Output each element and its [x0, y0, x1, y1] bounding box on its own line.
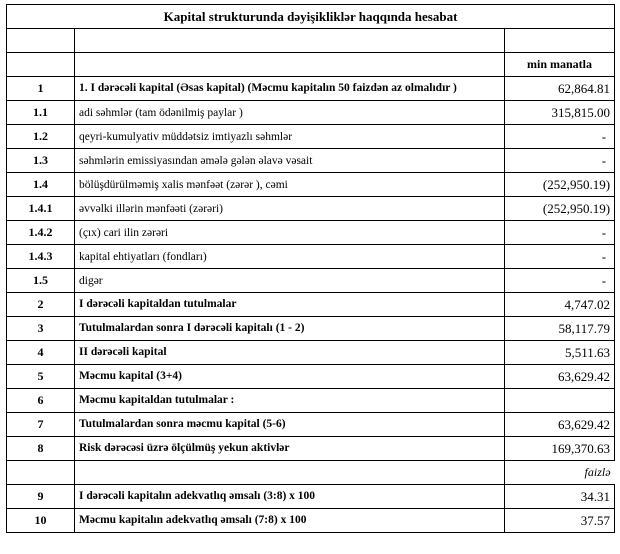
row-description: II dərəcəli kapital — [75, 341, 505, 365]
row-value: 63,629.42 — [505, 413, 615, 437]
row-description: 1. I dərəcəli kapital (Əsas kapital) (Məcmu kapitalın 50 faizdən az olmalıdır ) — [75, 77, 505, 101]
row-number: 1.4.1 — [7, 197, 75, 221]
row-value: - — [505, 221, 615, 245]
row-description: I dərəcəli kapitaldan tutulmalar — [75, 293, 505, 317]
row-number: 1.4 — [7, 173, 75, 197]
spacer-cell-val — [505, 29, 615, 53]
table-row — [7, 293, 615, 317]
row-description: səhmlərin emissiyasından əmələ gələn əlavə vəsait — [75, 149, 505, 173]
unit-label: min manatla — [505, 53, 615, 77]
row-number: 1.4.2 — [7, 221, 75, 245]
row-value: - — [505, 149, 615, 173]
table-row — [7, 341, 615, 365]
table-row — [7, 197, 615, 221]
row-value: (252,950.19) — [505, 173, 615, 197]
row-value: 5,511.63 — [505, 341, 615, 365]
row-number: 8 — [7, 437, 75, 461]
table-row — [7, 413, 615, 437]
row-description: Tutulmalardan sonra I dərəcəli kapitalı (1 - 2) — [75, 317, 505, 341]
row-number: 5 — [7, 365, 75, 389]
table-row — [7, 485, 615, 509]
row-description: adi səhmlər (tam ödənilmiş paylar ) — [75, 101, 505, 125]
table-row — [7, 173, 615, 197]
row-number: 4 — [7, 341, 75, 365]
row-description: I dərəcəli kapitalın adekvatlıq əmsalı (3:8) x 100 — [75, 485, 505, 509]
spacer-cell-num — [7, 29, 75, 53]
row-value: 169,370.63 — [505, 437, 615, 461]
row-description: Tutulmalardan sonra məcmu kapital (5-6) — [75, 413, 505, 437]
table-row — [7, 509, 615, 533]
row-value — [505, 389, 615, 413]
row-description: kapital ehtiyatları (fondları) — [75, 245, 505, 269]
table-row — [7, 437, 615, 461]
row-value: 62,864.81 — [505, 77, 615, 101]
row-number: 1 — [7, 77, 75, 101]
row-value: 58,117.79 — [505, 317, 615, 341]
row-description: Məcmu kapitaldan tutulmalar : — [75, 389, 505, 413]
table-row — [7, 317, 615, 341]
row-number: 1.1 — [7, 101, 75, 125]
table-row — [7, 389, 615, 413]
row-number: 10 — [7, 509, 75, 533]
row-number: 9 — [7, 485, 75, 509]
row-description: Məcmu kapital (3+4) — [75, 365, 505, 389]
row-number: 2 — [7, 293, 75, 317]
percent-unit-row — [7, 461, 615, 485]
spacer-cell-desc — [75, 29, 505, 53]
row-value: 37.57 — [505, 509, 615, 533]
report-title: Kapital strukturunda dəyişikliklər haqqında hesabat — [7, 5, 615, 29]
spacer-row — [7, 29, 615, 53]
row-description: Risk dərəcəsi üzrə ölçülmüş yekun aktivlər — [75, 437, 505, 461]
row-description: digər — [75, 269, 505, 293]
unit-blank-num — [7, 53, 75, 77]
row-number: 1.2 — [7, 125, 75, 149]
row-value: 63,629.42 — [505, 365, 615, 389]
row-number: 1.4.3 — [7, 245, 75, 269]
row-value: - — [505, 269, 615, 293]
unit-blank-desc — [75, 53, 505, 77]
row-description: Məcmu kapitalın adekvatlıq əmsalı (7:8) x 100 — [75, 509, 505, 533]
row-description: bölüşdürülməmiş xalis mənfəət (zərər ), cəmi — [75, 173, 505, 197]
table-body — [7, 5, 615, 533]
table-row — [7, 365, 615, 389]
table-row — [7, 125, 615, 149]
table-row — [7, 269, 615, 293]
capital-structure-table — [6, 4, 615, 533]
percent-blank-num — [7, 461, 75, 485]
table-row — [7, 221, 615, 245]
row-number: 1.3 — [7, 149, 75, 173]
row-value: 4,747.02 — [505, 293, 615, 317]
row-value: - — [505, 125, 615, 149]
row-number: 7 — [7, 413, 75, 437]
table-row — [7, 101, 615, 125]
row-value: 34.31 — [505, 485, 615, 509]
row-value: - — [505, 245, 615, 269]
table-row — [7, 77, 615, 101]
table-row — [7, 149, 615, 173]
table-row — [7, 245, 615, 269]
percent-blank-desc — [75, 461, 505, 485]
row-description: əvvəlki illərin mənfəəti (zərəri) — [75, 197, 505, 221]
row-number: 6 — [7, 389, 75, 413]
unit-row — [7, 53, 615, 77]
row-description: (çıx) cari ilin zərəri — [75, 221, 505, 245]
row-value: (252,950.19) — [505, 197, 615, 221]
percent-unit-label: faizlə — [584, 465, 611, 479]
row-value: 315,815.00 — [505, 101, 615, 125]
title-row — [7, 5, 615, 29]
row-number: 3 — [7, 317, 75, 341]
row-description: qeyri-kumulyativ müddətsiz imtiyazlı səhmlər — [75, 125, 505, 149]
row-number: 1.5 — [7, 269, 75, 293]
